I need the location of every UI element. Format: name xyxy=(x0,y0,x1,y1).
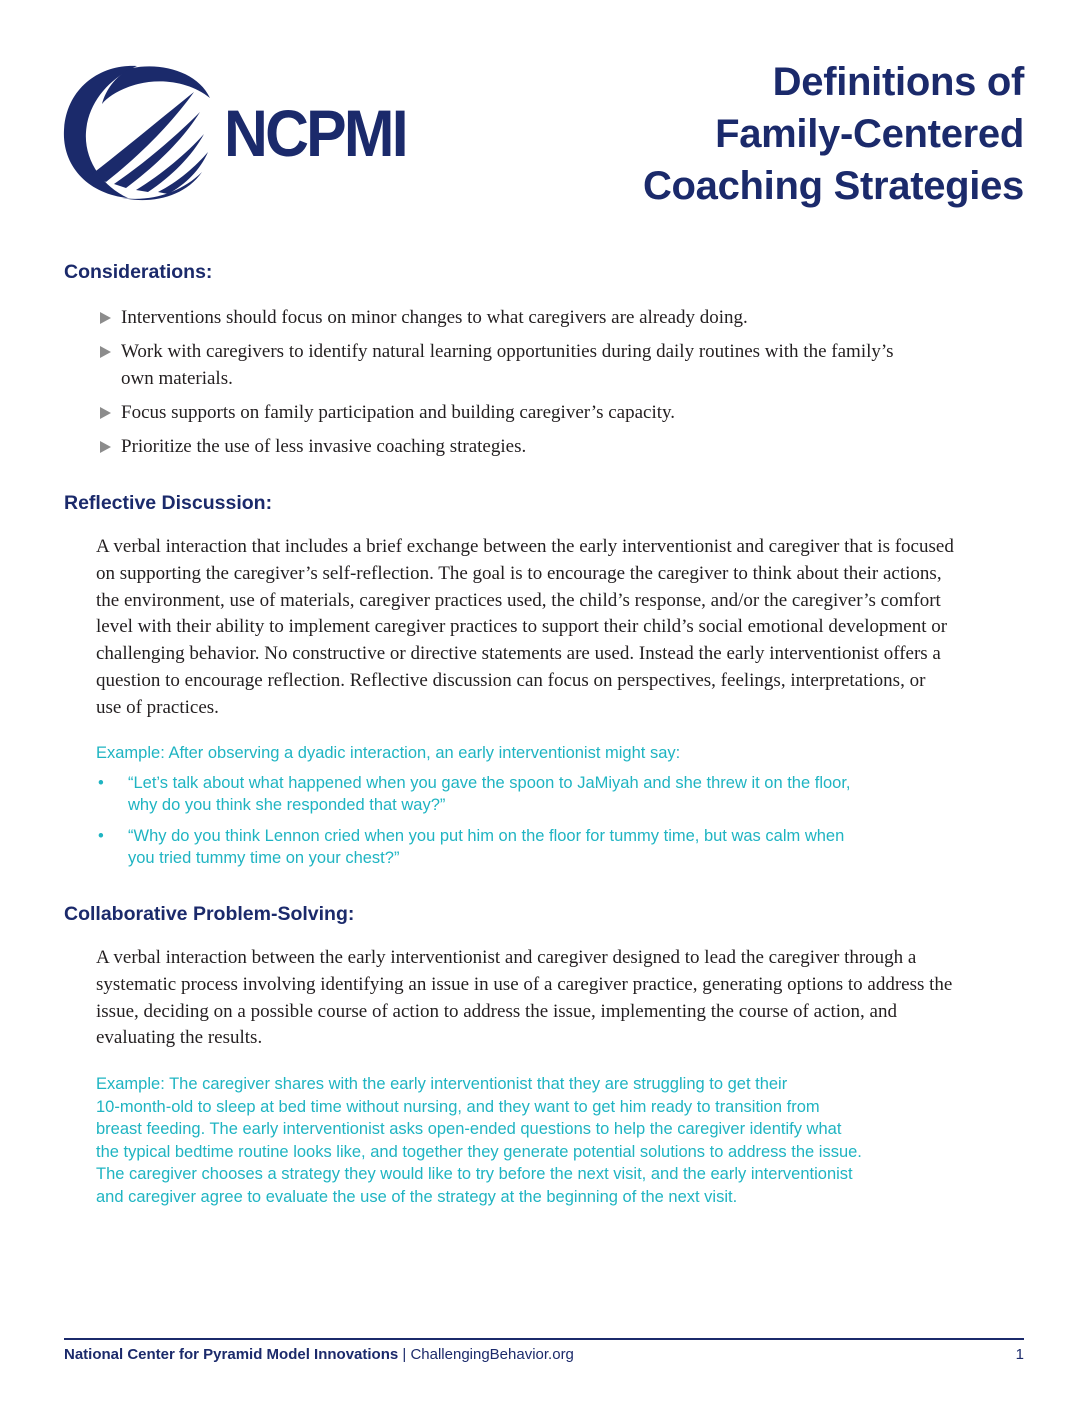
example-quote-text-continued: you tried tummy time on your chest?” xyxy=(128,849,400,867)
paragraph-line: on supporting the caregiver’s self-reflection. The goal is to encourage the caregiver to think about their actions, xyxy=(96,562,942,584)
page-number: 1 xyxy=(1015,1346,1024,1363)
list-item xyxy=(100,304,1000,331)
reflective-example xyxy=(96,742,1021,878)
example-line: the typical bedtime routine looks like, and together they generate potential solutions to address the issue. xyxy=(96,1142,862,1161)
considerations-list xyxy=(100,304,1000,467)
footer-organization: National Center for Pyramid Model Innovations xyxy=(64,1346,399,1363)
list-item xyxy=(100,338,1000,392)
considerations-heading: Considerations: xyxy=(64,261,213,283)
collaborative-example xyxy=(96,1073,1021,1208)
ncpmi-logo xyxy=(62,62,432,202)
paragraph-line: the environment, use of materials, caregiver practices used, the child’s response, and/or the caregiver’s comfort xyxy=(96,589,941,611)
paragraph-line: evaluating the results. xyxy=(96,1027,263,1049)
paragraph-line: issue, deciding on a possible course of action to address the issue, implementing the course of action, and xyxy=(96,1000,897,1022)
reflective-discussion-heading: Reflective Discussion: xyxy=(64,492,273,514)
footer-separator: | xyxy=(398,1346,411,1363)
list-item xyxy=(100,433,1000,460)
ncpmi-swoosh-logo-icon xyxy=(62,62,212,202)
triangle-bullet-icon xyxy=(100,441,111,453)
list-item-text: Prioritize the use of less invasive coaching strategies. xyxy=(121,436,527,457)
collaborative-problem-solving-heading: Collaborative Problem-Solving: xyxy=(64,903,355,925)
logo-wordmark: NCPMI xyxy=(224,96,406,170)
example-quote-text-continued: why do you think she responded that way?” xyxy=(128,796,446,814)
list-item-text: Interventions should focus on minor changes to what caregivers are already doing. xyxy=(121,307,748,328)
paragraph-line: challenging behavior. No constructive or directive statements are used. Instead the early interventionist offers a xyxy=(96,643,941,665)
footer-website-link[interactable]: ChallengingBehavior.org xyxy=(410,1346,574,1363)
example-line: breast feeding. The early interventionist asks open-ended questions to help the caregiver identify what xyxy=(96,1120,842,1138)
triangle-bullet-icon xyxy=(100,312,111,324)
example-quote xyxy=(96,772,1021,817)
triangle-bullet-icon xyxy=(100,346,111,358)
bullet-dot-icon: • xyxy=(98,773,104,792)
bullet-dot-icon: • xyxy=(98,826,104,845)
reflective-discussion-paragraph xyxy=(96,534,1026,722)
list-item-text: Focus supports on family participation and building caregiver’s capacity. xyxy=(121,402,676,423)
example-quote xyxy=(96,825,1021,870)
example-line: Example: The caregiver shares with the early interventionist that they are struggling to get their xyxy=(96,1075,788,1093)
paragraph-line: use of practices. xyxy=(96,696,219,718)
title-line-3: Coaching Strategies xyxy=(642,164,1024,208)
document-title xyxy=(643,56,1024,212)
list-item-text: Work with caregivers to identify natural learning opportunities during daily routines with the family’s xyxy=(121,341,894,362)
collaborative-problem-solving-paragraph xyxy=(96,945,1026,1052)
paragraph-line: systematic process involving identifying an issue in use of a caregiver practice, generating options to address the xyxy=(96,973,953,995)
list-item-text-continued: own materials. xyxy=(121,368,233,389)
example-quote-text: “Let’s talk about what happened when you gave the spoon to JaMiyah and she threw it on the floor, xyxy=(128,773,851,792)
footer-divider xyxy=(64,1338,1024,1340)
example-quote-list xyxy=(96,772,1021,870)
example-line: The caregiver chooses a strategy they would like to try before the next visit, and the early interventionist xyxy=(96,1165,853,1183)
example-quote-text: “Why do you think Lennon cried when you put him on the floor for tummy time, but was calm when xyxy=(128,826,845,845)
example-intro: Example: After observing a dyadic interaction, an early interventionist might say: xyxy=(96,744,681,762)
paragraph-line: A verbal interaction that includes a brief exchange between the early interventionist and caregiver that is focused xyxy=(96,536,954,557)
title-line-1: Definitions of xyxy=(772,60,1024,104)
footer xyxy=(64,1346,574,1363)
triangle-bullet-icon xyxy=(100,407,111,419)
paragraph-line: question to encourage reflection. Reflective discussion can focus on perspectives, feelings, interpretations, or xyxy=(96,669,926,691)
paragraph-line: A verbal interaction between the early interventionist and caregiver designed to lead the caregiver through a xyxy=(96,947,917,968)
example-line: and caregiver agree to evaluate the use of the strategy at the beginning of the next visit. xyxy=(96,1187,738,1206)
title-line-2: Family-Centered xyxy=(715,112,1024,156)
paragraph-line: level with their ability to implement caregiver practices to support their child’s social emotional development or xyxy=(96,616,948,638)
example-line: 10-month-old to sleep at bed time without nursing, and they want to get him ready to transition from xyxy=(96,1097,820,1116)
list-item xyxy=(100,399,1000,426)
